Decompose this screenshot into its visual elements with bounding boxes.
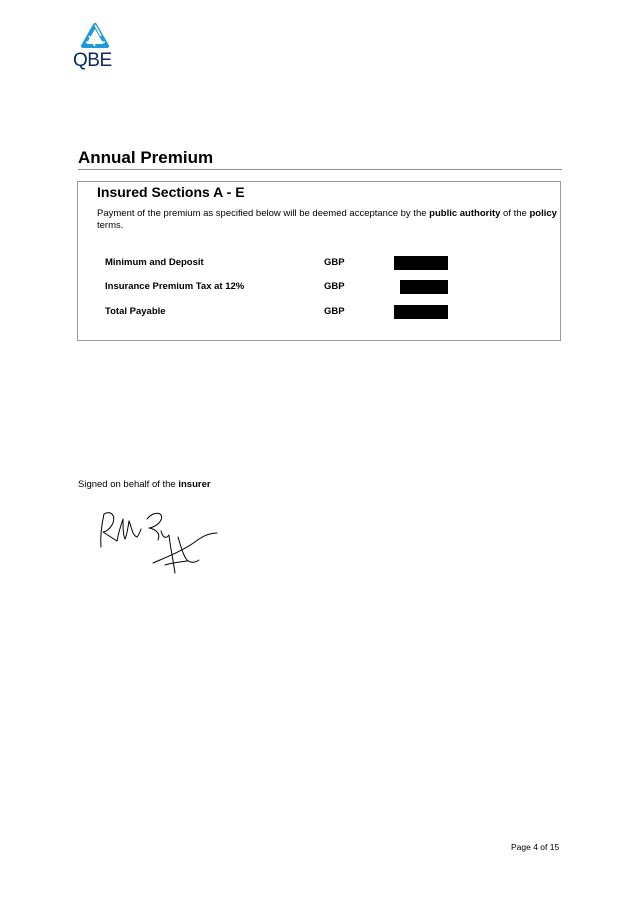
term-policy: policy bbox=[529, 208, 557, 219]
signed-on-behalf-text: Signed on behalf of the insurer bbox=[78, 479, 211, 490]
title-divider bbox=[78, 169, 562, 170]
redacted-amount bbox=[400, 280, 448, 294]
row-label: Total Payable bbox=[105, 306, 166, 317]
row-currency: GBP bbox=[324, 281, 345, 292]
handwritten-signature bbox=[95, 505, 225, 580]
row-currency: GBP bbox=[324, 306, 345, 317]
section-heading: Insured Sections A - E bbox=[97, 184, 245, 200]
premium-intro-text: Payment of the premium as specified below will be deemed acceptance by the public authority of the policy terms. bbox=[97, 208, 557, 231]
row-label: Minimum and Deposit bbox=[105, 257, 204, 268]
page-title: Annual Premium bbox=[78, 148, 214, 167]
qbe-logo bbox=[73, 22, 117, 70]
qbe-emblem-icon bbox=[78, 22, 112, 50]
logo-text: QBE bbox=[73, 50, 112, 71]
page-number: Page 4 of 15 bbox=[511, 842, 560, 852]
row-currency: GBP bbox=[324, 257, 345, 268]
premium-box bbox=[77, 181, 561, 341]
term-insurer: insurer bbox=[178, 479, 211, 490]
redacted-amount bbox=[394, 256, 448, 270]
redacted-amount bbox=[394, 305, 448, 319]
row-label: Insurance Premium Tax at 12% bbox=[105, 281, 245, 292]
term-public-authority: public authority bbox=[429, 208, 501, 219]
